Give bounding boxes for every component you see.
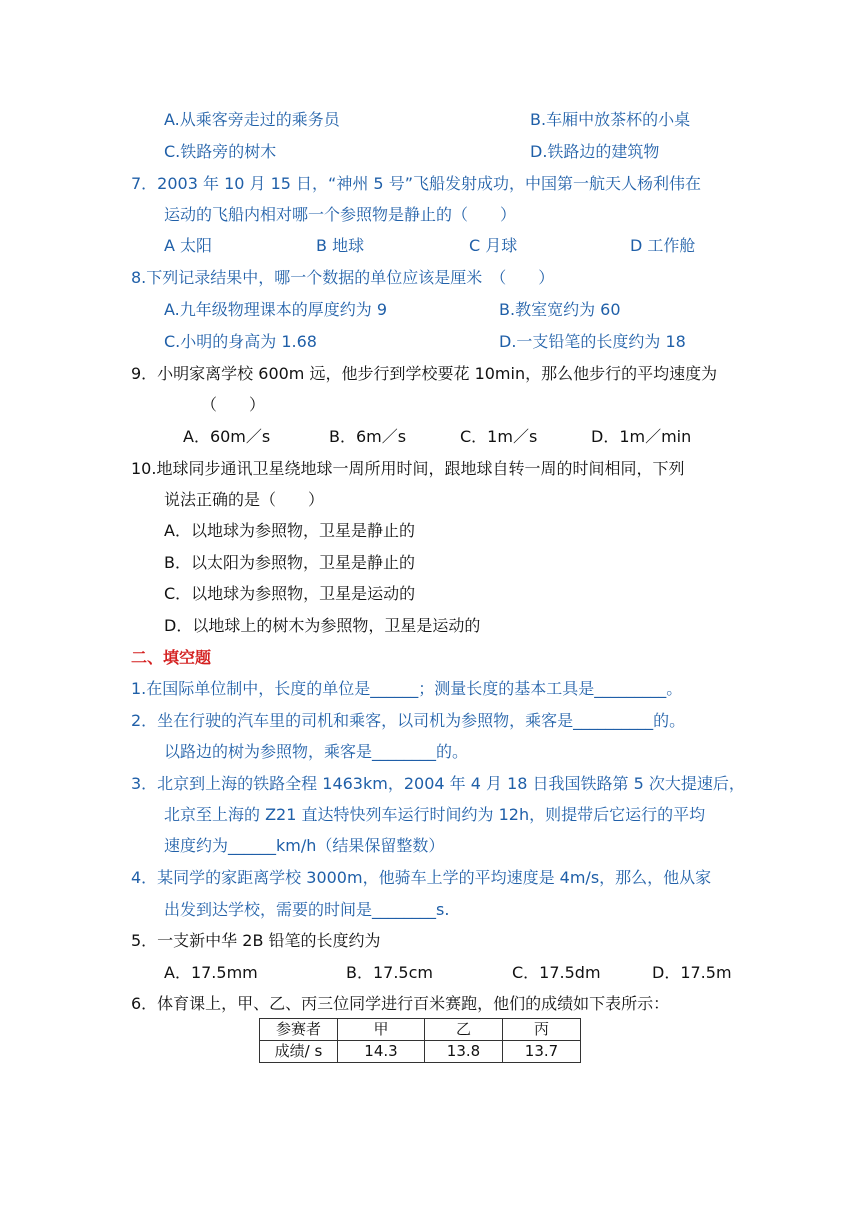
q9-answer-blank: （ ） [201, 395, 266, 414]
fill3-stem-line3: 速度约为______km/h（结果保留整数） [164, 836, 445, 855]
q8-option-a: A.九年级物理课本的厚度约为 9 [164, 300, 388, 319]
q9-stem: 9．小明家离学校 600m 远，他步行到学校要花 10min，那么他步行的平均速度为 [131, 364, 718, 383]
fill1-stem: 1.在国际单位制中，长度的单位是______；测量长度的基本工具是_________。 [131, 679, 683, 698]
table-header-cell: 甲 [338, 1019, 425, 1041]
q7-option-d: D 工作舱 [630, 236, 696, 255]
fill4-stem-line1: 4．某同学的家距离学校 3000m，他骑车上学的平均速度是 4m/s，那么，他从家 [131, 868, 712, 887]
q6-option-a: A.从乘客旁走过的乘务员 [164, 110, 340, 129]
q10-option-a: A．以地球为参照物，卫星是静止的 [164, 521, 415, 540]
fill5-option-d: D．17.5m [652, 963, 732, 982]
fill2-stem-line1: 2．坐在行驶的汽车里的司机和乘客，以司机为参照物，乘客是__________的。 [131, 711, 686, 730]
q10-option-b: B．以太阳为参照物，卫星是静止的 [164, 553, 415, 572]
table-header-cell: 乙 [425, 1019, 503, 1041]
q6-option-d: D.铁路边的建筑物 [530, 142, 660, 161]
q7-option-a: A 太阳 [164, 236, 213, 255]
table-cell: 成绩/ s [260, 1041, 338, 1063]
table-header-cell: 丙 [503, 1019, 581, 1041]
fill5-option-c: C．17.5dm [512, 963, 601, 982]
q10-option-d: D．以地球上的树木为参照物，卫星是运动的 [164, 616, 481, 635]
table-cell: 13.7 [503, 1041, 581, 1063]
q9-option-c: C．1m／s [460, 427, 538, 446]
fill5-option-a: A．17.5mm [164, 963, 258, 982]
table-header-cell: 参赛者 [260, 1019, 338, 1041]
q9-option-b: B．6m／s [329, 427, 407, 446]
q8-option-d: D.一支铅笔的长度约为 18 [499, 332, 686, 351]
results-table [259, 1018, 581, 1063]
q7-stem-line2: 运动的飞船内相对哪一个参照物是静止的（ ） [164, 205, 517, 224]
table-row [260, 1041, 581, 1063]
q8-stem: 8.下列记录结果中，哪一个数据的单位应该是厘米 （ ） [131, 268, 555, 287]
q6-option-b: B.车厢中放茶杯的小桌 [530, 110, 691, 129]
fill3-stem-line1: 3．北京到上海的铁路全程 1463km，2004 年 4 月 18 日我国铁路第 5 次大提速后， [131, 774, 745, 793]
q7-stem-line1: 7．2003 年 10 月 15 日，“神州 5 号”飞船发射成功，中国第一航天人杨利伟在 [131, 174, 701, 193]
fill2-stem-line2: 以路边的树为参照物，乘客是________的。 [164, 742, 469, 761]
q8-option-b: B.教室宽约为 60 [499, 300, 621, 319]
table-cell: 13.8 [425, 1041, 503, 1063]
fill4-stem-line2: 出发到达学校，需要的时间是________s. [164, 900, 450, 919]
q8-option-c: C.小明的身高为 1.68 [164, 332, 317, 351]
q9-option-d: D．1m／min [591, 427, 692, 446]
table-header-row [260, 1019, 581, 1041]
fill5-stem: 5．一支新中华 2B 铅笔的长度约为 [131, 931, 381, 950]
q10-stem-line1: 10.地球同步通讯卫星绕地球一周所用时间，跟地球自转一周的时间相同，下列 [131, 459, 685, 478]
fill5-option-b: B．17.5cm [346, 963, 433, 982]
fill6-stem: 6．体育课上，甲、乙、丙三位同学进行百米赛跑，他们的成绩如下表所示： [131, 994, 670, 1013]
q7-option-c: C 月球 [469, 236, 518, 255]
q7-option-b: B 地球 [316, 236, 365, 255]
q6-option-c: C.铁路旁的树木 [164, 142, 277, 161]
q10-option-c: C．以地球为参照物，卫星是运动的 [164, 584, 416, 603]
section-title-fill-in: 二、填空题 [131, 648, 212, 667]
table-cell: 14.3 [338, 1041, 425, 1063]
q10-stem-line2: 说法正确的是（ ） [164, 490, 325, 509]
fill3-stem-line2: 北京至上海的 Z21 直达特快列车运行时间约为 12h，则提带后它运行的平均 [164, 805, 706, 824]
q9-option-a: A．60m／s [183, 427, 271, 446]
